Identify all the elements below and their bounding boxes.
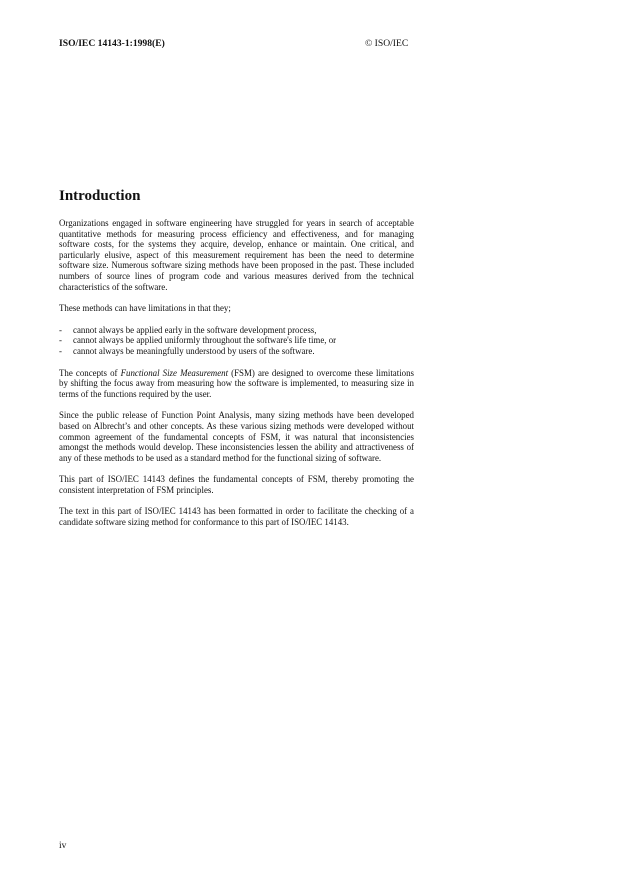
section-title: Introduction xyxy=(59,188,141,204)
list-item-text: cannot always be applied uniformly throughout the software's life time, or xyxy=(73,335,337,346)
list-item xyxy=(59,346,414,357)
paragraph-3-start: The concepts of xyxy=(59,367,121,378)
fsm-term: Functional Size Measurement xyxy=(120,367,229,378)
paragraph-3-end: (FSM) are designed to overcome these limitations by shifting the focus away from measuring how the software is implemented, to measuring size in terms of the functions required by the user. xyxy=(59,367,414,399)
list-item xyxy=(59,325,414,336)
page-number: iv xyxy=(59,841,67,851)
header-copyright: © ISO/IEC xyxy=(365,38,409,49)
header-document-id: ISO/IEC 14143-1:1998(E) xyxy=(59,38,165,49)
list-item xyxy=(59,335,414,346)
paragraph-1: Organizations engaged in software engineering have struggled for years in search of acceptable quantitative methods for measuring process efficiency and effectiveness, and for managing software costs, for the systems they acquire, develop, enhance or maintain. One critical, and particularly elusive, aspect of this measurement requirement has been the need to determine software size. Numerous software sizing methods have been proposed in the past. These included numbers of source lines of program code and various measures derived from the technical characteristics of the software. xyxy=(59,218,414,292)
body-text xyxy=(59,218,414,539)
limitations-list xyxy=(59,325,414,357)
paragraph-3 xyxy=(59,368,414,400)
paragraph-4: Since the public release of Function Point Analysis, many sizing methods have been developed based on Albrecht’s and other concepts. As these various sizing methods were developed without common agreement of the fundamental concepts of FSM, it was natural that inconsistencies amongst the methods would develop. These inconsistencies lessen the ability and attractiveness of any of these methods to be used as a standard method for the functional sizing of software. xyxy=(59,410,414,463)
limitations-intro: These methods can have limitations in that they; xyxy=(59,303,231,314)
list-item-text: cannot always be meaningfully understood by users of the software. xyxy=(73,345,315,356)
dash-marker: - xyxy=(59,345,62,356)
dash-marker: - xyxy=(59,324,62,335)
list-item-text: cannot always be applied early in the software development process, xyxy=(73,324,317,335)
dash-marker: - xyxy=(59,335,62,346)
paragraph-5: This part of ISO/IEC 14143 defines the fundamental concepts of FSM, thereby promoting the consistent interpretation of FSM principles. xyxy=(59,474,414,495)
paragraph-6: The text in this part of ISO/IEC 14143 has been formatted in order to facilitate the checking of a candidate software sizing method for conformance to this part of ISO/IEC 14143. xyxy=(59,506,414,528)
